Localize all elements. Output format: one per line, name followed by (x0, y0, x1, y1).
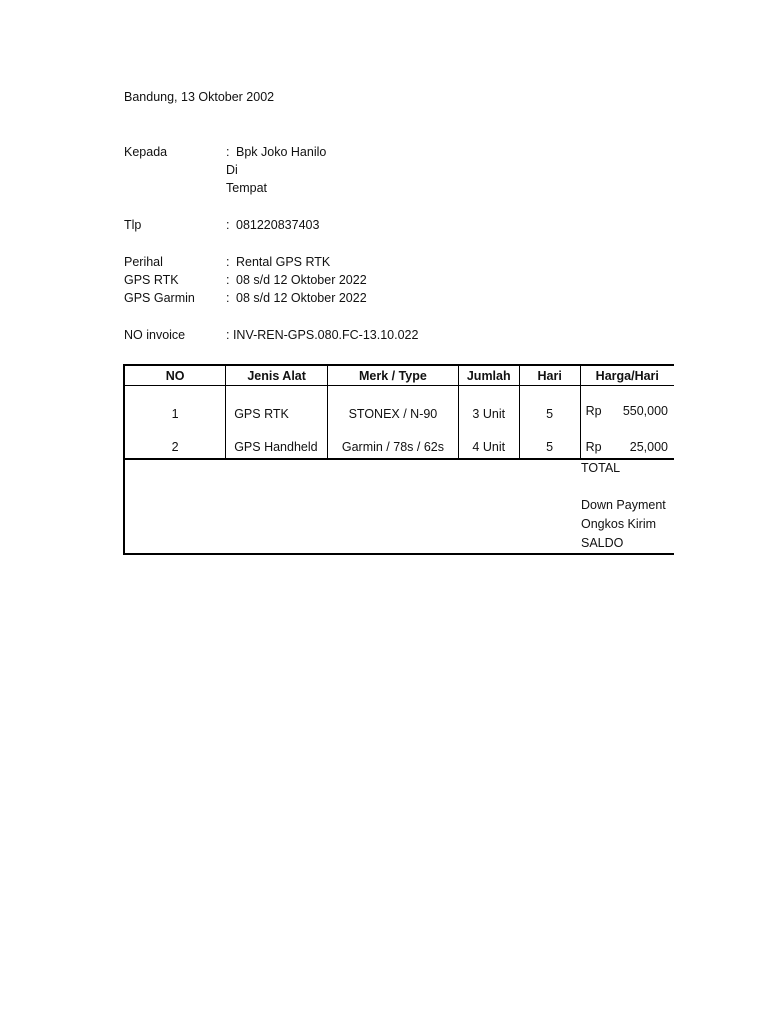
subject-label: Perihal (124, 255, 163, 269)
cell-harga-hari (580, 386, 674, 437)
invoice-number: : INV-REN-GPS.080.FC-13.10.022 (226, 328, 419, 342)
ongkos-kirim-label: Ongkos Kirim (581, 517, 657, 531)
gps-garmin-separator: : (226, 291, 230, 305)
recipient-separator: : (226, 145, 230, 159)
header-jenis-alat: Jenis Alat (226, 365, 328, 386)
gps-garmin-period: 08 s/d 12 Oktober 2022 (236, 291, 367, 305)
cell-jumlah: 4 Unit (458, 436, 519, 458)
cell-jumlah: 3 Unit (458, 386, 519, 437)
price-amount: 25,000 (629, 440, 668, 454)
date-line: Bandung, 13 Oktober 2002 (124, 90, 275, 104)
recipient-line-di: Di (226, 163, 238, 177)
items-table (123, 364, 674, 458)
cell-merk-type: STONEX / N-90 (328, 386, 459, 437)
table-row (124, 386, 674, 437)
header-merk-type: Merk / Type (328, 365, 459, 386)
cell-harga-hari (580, 436, 674, 458)
totals-box (123, 458, 674, 555)
subject-separator: : (226, 255, 230, 269)
phone-label: Tlp (124, 218, 142, 232)
total-label: TOTAL (581, 461, 621, 475)
cell-jenis-alat: GPS RTK (226, 386, 328, 437)
subject-value: Rental GPS RTK (236, 255, 331, 269)
phone-value: 081220837403 (236, 218, 320, 232)
invoice-label: NO invoice (124, 328, 186, 342)
phone-separator: : (226, 218, 230, 232)
recipient-label: Kepada (124, 145, 168, 159)
header-jumlah: Jumlah (458, 365, 519, 386)
items-table-wrapper (123, 364, 674, 553)
header-no: NO (124, 365, 226, 386)
gps-garmin-label: GPS Garmin (124, 291, 195, 305)
recipient-name: Bpk Joko Hanilo (236, 145, 327, 159)
table-header-row (124, 365, 674, 386)
recipient-line-tempat: Tempat (226, 181, 267, 195)
gps-rtk-label: GPS RTK (124, 273, 179, 287)
down-payment-label: Down Payment (581, 498, 666, 512)
gps-rtk-period: 08 s/d 12 Oktober 2022 (236, 273, 367, 287)
cell-no: 1 (124, 386, 226, 437)
header-hari: Hari (519, 365, 580, 386)
cell-jenis-alat: GPS Handheld (226, 436, 328, 458)
currency-label: Rp (585, 440, 602, 454)
table-row (124, 436, 674, 458)
gps-rtk-separator: : (226, 273, 230, 287)
header-harga-hari: Harga/Hari (580, 365, 674, 386)
saldo-label: SALDO (581, 536, 624, 550)
cell-no: 2 (124, 436, 226, 458)
cell-hari: 5 (519, 386, 580, 437)
currency-label: Rp (585, 404, 602, 418)
cell-merk-type: Garmin / 78s / 62s (328, 436, 459, 458)
price-amount: 550,000 (622, 404, 668, 418)
cell-hari: 5 (519, 436, 580, 458)
